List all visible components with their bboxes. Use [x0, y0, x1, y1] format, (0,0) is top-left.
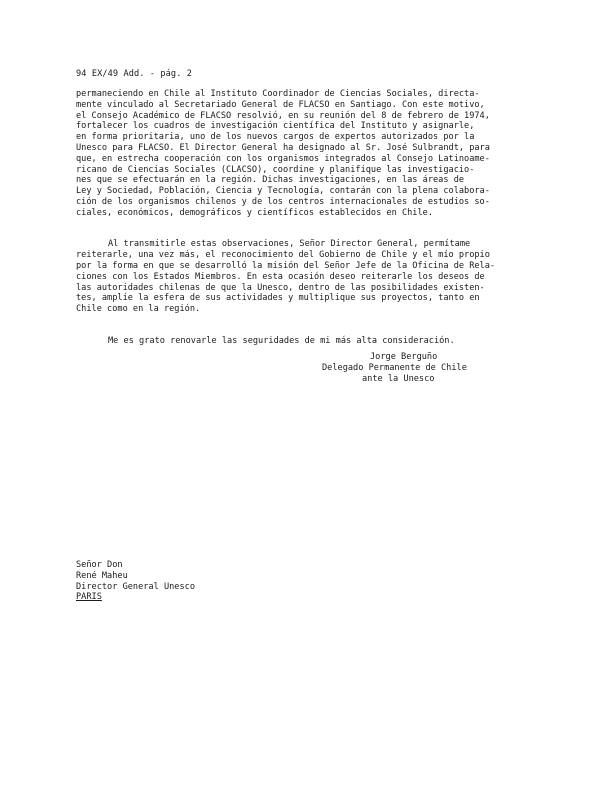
signatory-title: Delegado Permanente de Chile	[322, 363, 467, 373]
addressee-name: René Maheu	[76, 570, 128, 581]
addressee-salutation: Señor Don	[76, 560, 123, 570]
text-line: por la forma en que se desarrolló la misión del Señor Jefe de la Oficina de Rela-	[76, 260, 496, 271]
text-line: nes que se efectuarán en la región. Dichas investigaciones, en las áreas de	[76, 175, 465, 186]
signature-block	[322, 352, 502, 385]
text-line: ciales, económicos, demográficos y científicos establecidos en Chile.	[76, 207, 433, 218]
text-line: ción de los organismos chilenos y de los centros internacionales de estudios so-	[76, 196, 490, 207]
paragraph-gap	[76, 219, 536, 229]
paragraph-gap	[76, 229, 536, 239]
text-line: ciones con los Estados Miembros. En esta ocasión deseo reiterarle los deseos de	[76, 271, 485, 282]
document-reference: 94 EX/49 Add. - pág. 2	[76, 69, 193, 79]
text-line: en forma prioritaria, uno de los nuevos cargos de expertos autorizados por la	[76, 132, 475, 143]
text-line: Al transmitirle estas observaciones, Señor Director General, permítame	[108, 239, 471, 250]
text-line: fortalecer los cuadros de investigación científica del Instituto y asignarle,	[76, 121, 475, 132]
signatory-subtitle: ante la Unesco	[362, 374, 435, 384]
text-line: Chile como en la región.	[76, 304, 201, 315]
paragraph-gap	[76, 315, 536, 325]
addressee-block	[76, 560, 195, 603]
text-line: Unesco para FLACSO. El Director General ha designado al Sr. José Sulbrandt, para	[76, 142, 490, 153]
signatory-name: Jorge Berguño	[370, 352, 438, 362]
paragraph-1	[76, 89, 536, 219]
paragraph-gap	[76, 325, 536, 335]
text-line: Me es grato renovarle las seguridades de mi más alta consideración.	[108, 335, 455, 346]
text-line: ricano de Ciencias Sociales (CLACSO), coordine y planifique las investigacio-	[76, 164, 475, 175]
addressee-title: Director General Unesco	[76, 581, 195, 592]
text-line: reiterarle, una vez más, el reconocimiento del Gobierno de Chile y el mío propio	[76, 250, 490, 261]
text-line: tes, amplíe la esfera de sus actividades y multiplique sus proyectos, tanto en	[76, 293, 480, 304]
paragraph-2	[76, 239, 536, 315]
text-line: Ley y Sociedad, Población, Ciencia y Tecnología, contarán con la plena colabora-	[76, 186, 490, 197]
text-line: las autoridades chilenas de que la Unesco, dentro de las posibilidades existen-	[76, 282, 485, 293]
text-line: mente vinculado al Secretariado General de FLACSO en Santiago. Con este motivo,	[76, 99, 485, 110]
letter-body	[76, 89, 536, 347]
text-line: permaneciendo en Chile al Instituto Coordinador de Ciencias Sociales, directa-	[76, 89, 480, 99]
text-line: que, en estrecha cooperación con los organismos integrados al Consejo Latinoame-	[76, 153, 490, 164]
text-line: el Consejo Académico de FLACSO resolvió, en su reunión del 8 de febrero de 1974,	[76, 110, 490, 121]
paragraph-3	[76, 336, 536, 347]
addressee-city: PARIS	[76, 592, 102, 603]
